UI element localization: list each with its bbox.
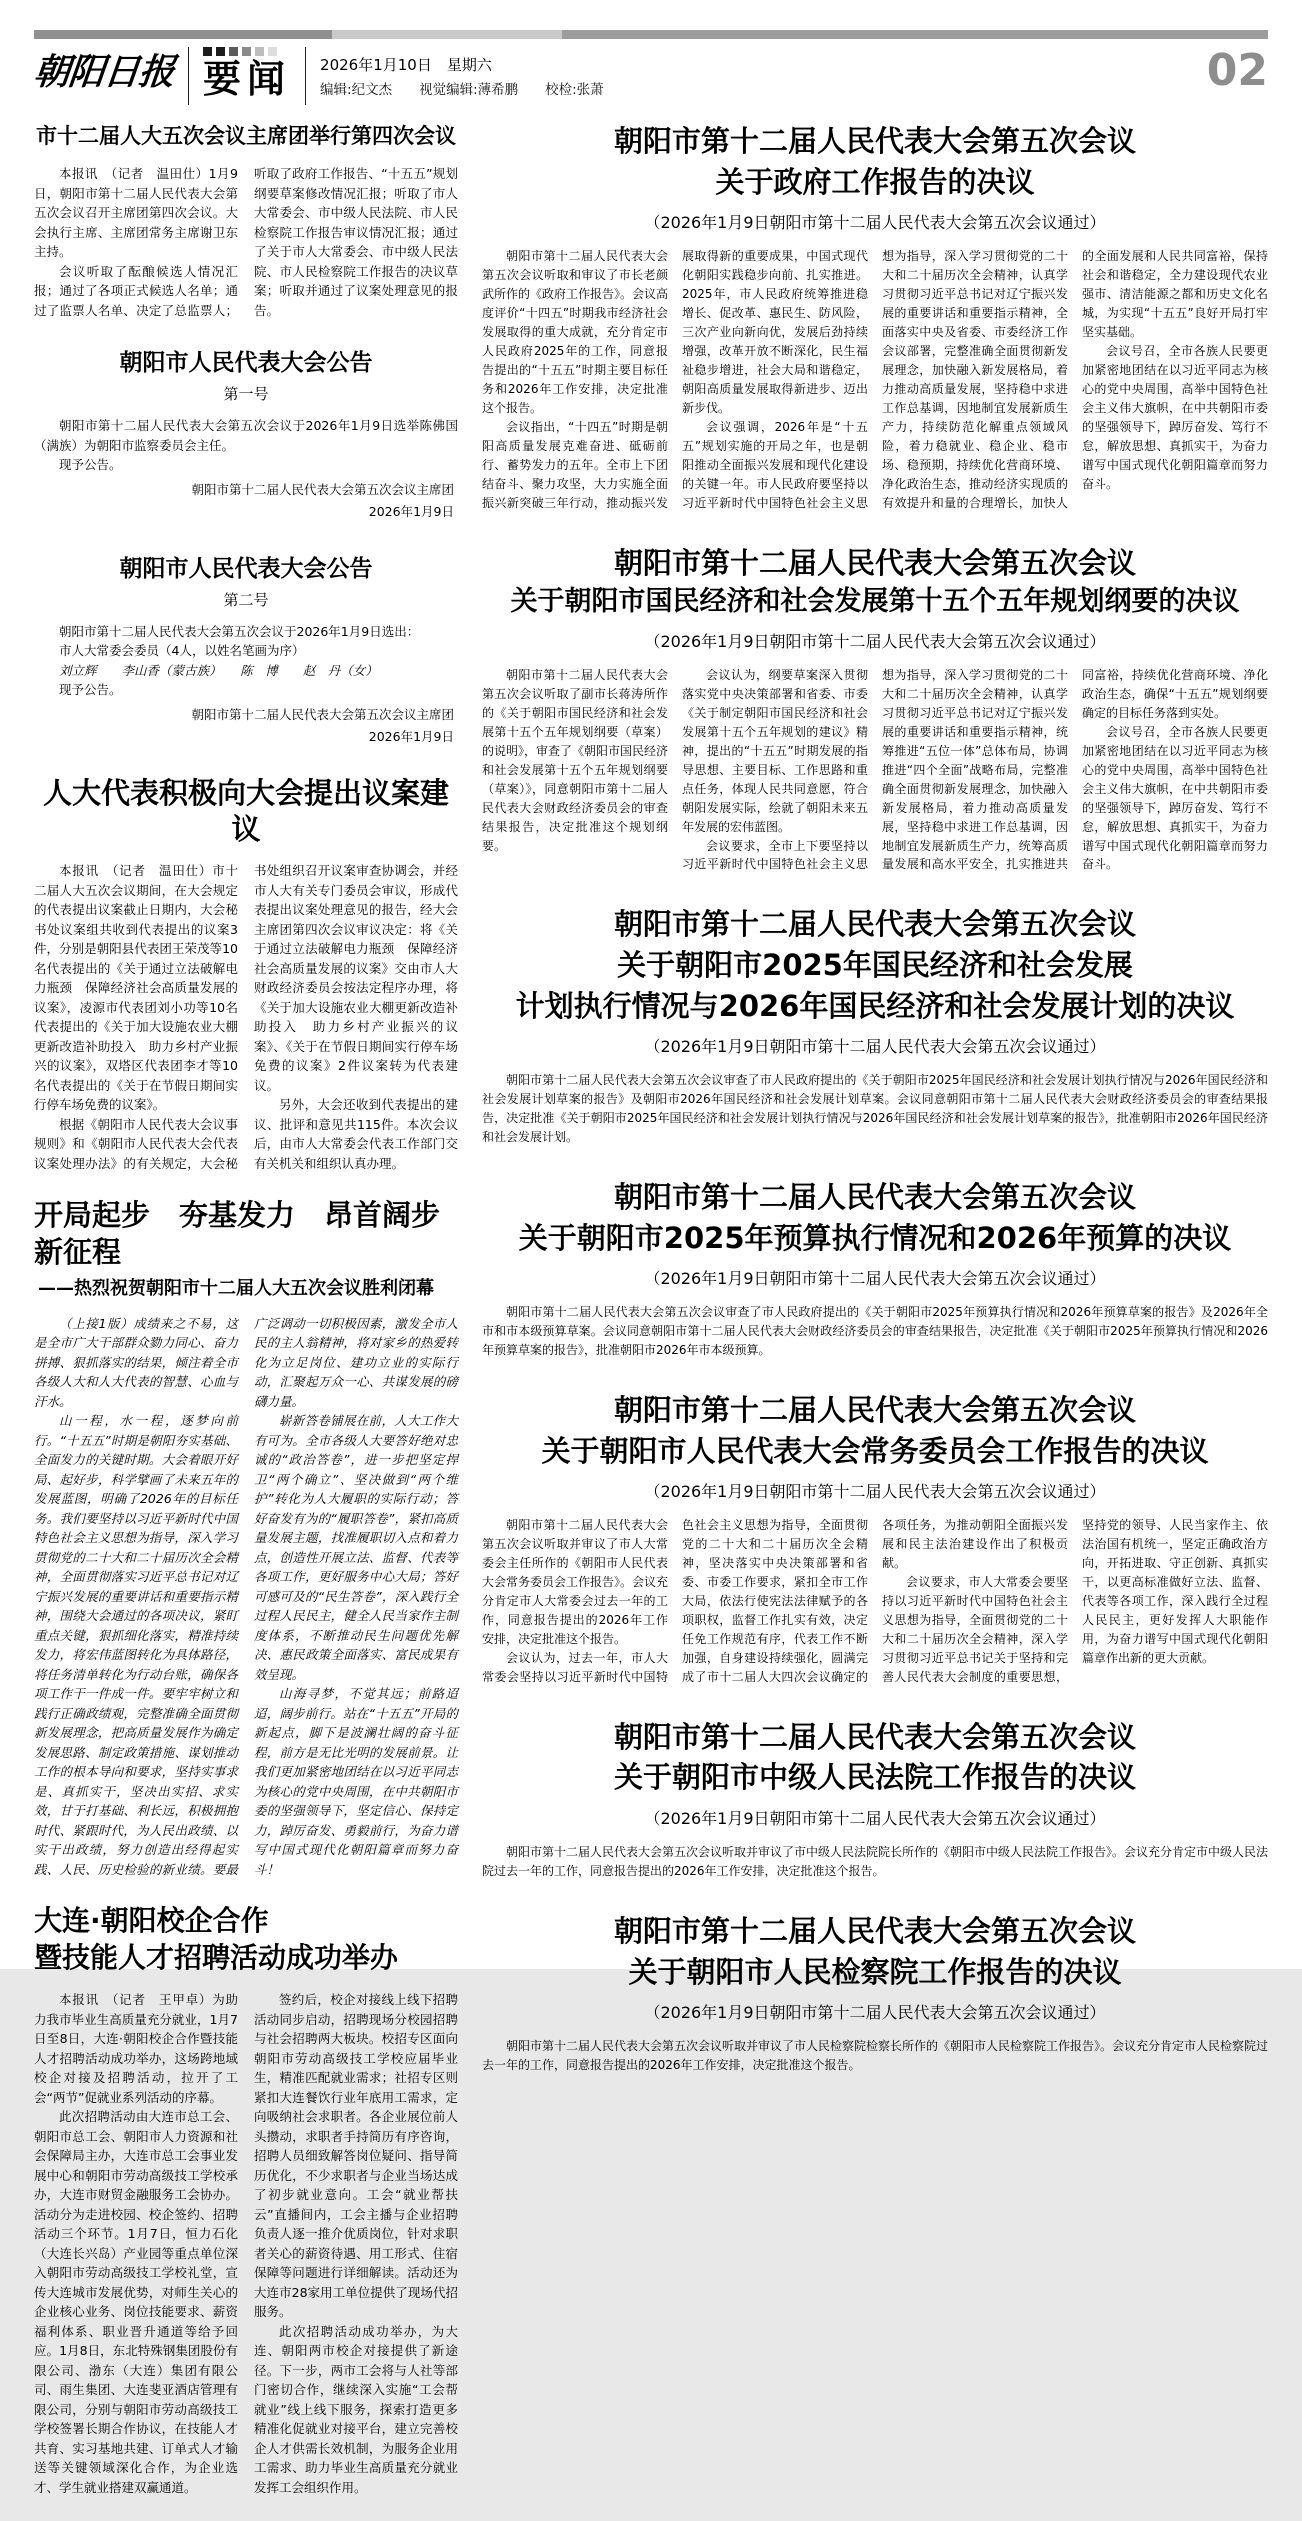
- notice-1-title: 朝阳市人民代表大会公告: [119, 350, 373, 377]
- resolution-title-line1: 朝阳市第十二届人民代表大会第五次会议: [613, 545, 1136, 580]
- resolution-title-line3: 计划执行情况与2026年国民经济和社会发展计划的决议: [515, 988, 1235, 1023]
- page-number: 02: [1206, 45, 1268, 96]
- header-bar-gray: [562, 30, 1268, 39]
- resolution-title-line1: 朝阳市第十二届人民代表大会第五次会议: [613, 124, 1136, 158]
- article-job-fair-title-line1: 大连·朝阳校企合作: [34, 1904, 269, 1938]
- header-bar-dark: [34, 30, 332, 39]
- resolution-subtitle: （2026年1月9日朝阳市第十二届人民代表大会第五次会议通过）: [644, 1482, 1106, 1502]
- section-label: 要闻: [203, 57, 292, 101]
- article-paragraph: （上接1版）成绩来之不易，这是全市广大干部群众勠力同心、奋力拼搏、狠抓落实的结果，倾注着全市各级人大和人大代表的智慧、心血与汗水。: [34, 1315, 238, 1409]
- signature-line: 朝阳市第十二届人民代表大会第五次会议主席团: [191, 481, 454, 497]
- resolution-five-year-plan: [482, 543, 1268, 875]
- article-motions-title: 人大代表积极向大会提出议案建议: [42, 775, 449, 847]
- resolution-title-line1: 朝阳市第十二届人民代表大会第五次会议: [613, 1719, 1136, 1754]
- article-job-fair: [34, 1903, 458, 2497]
- congress-notice-2: [34, 550, 458, 749]
- header-divider-1: [188, 47, 189, 105]
- article-paragraph: 此次招聘活动由大连市总工会、朝阳市总工会、朝阳市人力资源和社会保障局主办，大连市总工会事业发展中心和朝阳市劳动高级技工学校承办，大连市财贸金融服务工会协办。活动分为走进校园、校企签约、招聘活动三个环节。1月7日，恒力石化（大连长兴岛）产业园等重点单位深入朝阳市劳动高级技工学校礼堂，宣传大连城市发展优势，对师生关心的企业核心业务、岗位技能要求、薪资福利体系、职业晋升通道等给予回应。1月8日，东北特殊钢集团股份有限公司、渤东（大连）集团有限公司、雨生集团、大连斐亚酒店管理有限公司，分别与朝阳市劳动高级技工学校签署长期合作协议，在技能人才共育、实习基地共建、订单式人才输送等关键领域深化合作，为企业选才、学生就业搭建双赢通道。: [34, 2109, 238, 2495]
- article-paragraph: 山海寻梦，不觉其远；前路迢迢，阔步前行。站在“十五五”开局的新起点，脚下是波澜壮阔的奋斗征程，前方是无比光明的发展前景。让我们更加紧密地团结在以习近平同志为核心的党中央周围，在中共朝阳市委的坚强领导下，坚定信心、保持定力，踔厉奋发、勇毅前行，为奋力谱写中国式现代化朝阳篇章而努力奋斗！: [254, 1686, 458, 1877]
- notice-2-title: 朝阳市人民代表大会公告: [119, 555, 373, 582]
- article-paragraph: 山一程，水一程，逐梦向前行。“十五五”时期是朝阳夯实基础、全面发力的关键时期。大会着眼开好局、起好步，科学擘画了未来五年的发展蓝图，明确了2026年的目标任务。我们要坚持以习近平新时代中国特色社会主义思想为指导，深入学习贯彻党的二十大和二十届历次全会精神，全面贯彻落实习近平总书记对辽宁振兴发展的重要讲话和重要指示精神，围绕大会通过的各项决议，紧盯重点关键，狠抓细化落实，精准持续发力，将宏伟蓝图转化为具体路径，将任务清单转化为行动台账，确保各项工作干一件成一件。要牢牢树立和践行正确政绩观，完整准确全面贯彻新发展理念，把高质量发展作为确定发展思路、制定政策措施、谋划推动工作的根本导向和要求，坚持实事求是、真抓实干，坚决出实招、求实效，甘于打基础、利长远，积极拥抱时代、紧跟时代，为人民出政绩、以实干出政绩，努力创造出经得起实践、人民、历史检验的新业绩。要最广泛调动一切积极因素，激发全市人民的主人翁精神，将对家乡的热爱转化为立足岗位、建功立业的实际行动，汇聚起万众一心、共谋发展的磅礴力量。: [34, 1315, 458, 1877]
- notice-paragraph: 朝阳市第十二届人民代表大会第五次会议于2026年1月9日选出：: [59, 623, 420, 639]
- resolution-paragraph: 会议要求，市人大常委会要坚持以习近平新时代中国特色社会主义思想为指导，全面贯彻党的二十大和二十届历次全会精神，深入学习贯彻习近平总书记关于坚持和完善人民代表大会制度的重要思想，坚持党的领导、人民当家作主、依法治国有机统一，坚定正确政治方向，开拓进取、守正创新、真抓实干，以更高标准做好立法、监督、代表等各项工作，深入践行全过程人民民主，更好发挥人大职能作用，为奋力谱写中国式现代化朝阳篇章作出新的更大贡献。: [882, 1518, 1268, 1684]
- notice-paragraph: 现予公告。: [59, 457, 122, 473]
- resolution-paragraph: 会议要求，全市上下要坚持以习近平新时代中国特色社会主义思想为指导，深入学习贯彻党的二十大和二十届历次全会精神，认真学习贯彻习近平总书记对辽宁振兴发展的重要讲话和重要指示精神，统筹推进“五位一体”总体布局，协调推进“四个全面”战略布局，完整准确全面贯彻新发展理念，加快融入新发展格局，着力推动高质量发展，坚持稳中求进工作总基调，因地制宜发展新质生产力，统筹高质量发展和高水平安全，扎实推进共同富裕，持续优化营商环境、净化政治生态，确保“十五五”规划纲要确定的目标任务落到实处。: [682, 667, 1268, 872]
- header-decor-bars: [34, 30, 1268, 39]
- article-paragraph: 签约后，校企对接线上线下招聘活动同步启动，招聘现场分校园招聘与社会招聘两大板块。校招专区面向朝阳市劳动高级技工学校应届毕业生，精准匹配就业需求；社招专区则紧扣大连餐饮行业年底用工需求，定向吸纳社会求职者。各企业展位前人头攒动，求职者手持简历有序咨询，招聘人员细致解答岗位疑问、指导简历优化，不少求职者与企业当场达成了初步就业意向。工会“就业帮扶云”直播间内，工会主播与企业招聘负责人逐一推介优质岗位，针对求职者关心的薪资待遇、用工形式、住宿保障等问题进行详细解读。活动还为大连市28家用工单位提供了现场代招服务。: [254, 1992, 458, 2320]
- article-job-fair-title: [34, 1903, 458, 1976]
- notice-name-list: 刘立辉 李山香（蒙古族） 陈 博 赵 丹（女）: [59, 662, 378, 678]
- resolution-paragraph: 会议号召，全市各族人民要更加紧密地团结在以习近平同志为核心的党中央周围，高举中国特色社会主义伟大旗帜，在中共朝阳市委的坚强领导下，踔厉奋发、笃行不怠，解放思想、真抓实干，为奋力谱写中国式现代化朝阳篇章而努力奋斗。: [1082, 724, 1268, 872]
- resolution-paragraph: 朝阳市第十二届人民代表大会第五次会议听取并审议了市人民检察院检察长所作的《朝阳市人民检察院工作报告》。会议充分肯定市人民检察院过去一年的工作，同意报告提出的2026年工作安排，决定批准这个报告。: [482, 2039, 1269, 2073]
- masthead-logo: 朝阳日报: [31, 51, 176, 93]
- right-column: [482, 121, 1268, 2521]
- article-presidium-title: 市十二届人大五次会议主席团举行第四次会议: [36, 124, 456, 148]
- resolution-title-line1: 朝阳市第十二届人民代表大会第五次会议: [613, 1180, 1136, 1214]
- resolution-budget: [482, 1177, 1268, 1360]
- resolution-subtitle: （2026年1月9日朝阳市第十二届人民代表大会第五次会议通过）: [644, 631, 1106, 651]
- header-divider-2: [305, 47, 306, 105]
- resolution-title-line2: 关于朝阳市中级人民法院工作报告的决议: [613, 1760, 1136, 1795]
- resolution-paragraph: 朝阳市第十二届人民代表大会第五次会议审查了市人民政府提出的《关于朝阳市2025年预算执行情况和2026年预算草案的报告》及2026年全市和市本级预算草案。会议同意朝阳市第十二届人民代表大会财政经济委员会的审查结果报告，决定批准《关于朝阳市2025年预算执行情况和2026年预算草案的报告》，批准朝阳市2026年市本级预算。: [482, 1305, 1268, 1358]
- notice-paragraph: 现予公告。: [59, 682, 122, 698]
- section-marker-squares-icon: [203, 47, 291, 56]
- resolution-paragraph: 朝阳市第十二届人民代表大会第五次会议审查了市人民政府提出的《关于朝阳市2025年国民经济和社会发展计划执行情况与2026年国民经济和社会发展计划草案的报告》及朝阳市2026年国民经济和社会发展计划草案。会议同意朝阳市第十二届人民代表大会财政经济委员会的审查结果报告，决定批准《关于朝阳市2025年国民经济和社会发展计划执行情况与2026年国民经济和社会发展计划草案的报告》，批准朝阳市2026年国民经济和社会发展计划。: [482, 1073, 1268, 1145]
- left-column: [34, 121, 458, 2521]
- resolution-paragraph: 会议认为，纲要草案深入贯彻落实党中央决策部署和省委、市委《关于制定朝阳市国民经济和社会发展第十五个五年规划的建议》精神，提出的“十五五”时期发展的指导思想、主要目标、工作思路和重点任务，体现人民共同意愿，符合朝阳发展实际，绘就了朝阳未来五年发展的宏伟蓝图。: [682, 667, 868, 834]
- resolution-title-line2: 关于朝阳市人民检察院工作报告的决议: [628, 1954, 1122, 1989]
- resolution-paragraph: 朝阳市第十二届人民代表大会第五次会议听取了副市长蒋涛所作的《关于朝阳市国民经济和社会发展第十五个五年规划纲要（草案）的说明》，审查了《朝阳市国民经济和社会发展第十五个五年规划纲要（草案）》，同意朝阳市第十二届人民代表大会财政经济委员会的审查结果报告，决定批准这个规划纲要。: [482, 667, 669, 853]
- page-header: [0, 0, 1302, 105]
- resolution-paragraph: 会议指出，“十四五”时期是朝阳高质量发展克难奋进、砥砺前行、蓄势发力的五年。全市上下团结奋斗、聚力攻坚，大力实施全面振兴新突破三年行动，推动振兴发展取得新的重要成果，中国式现代化朝阳实践稳步向前、扎实推进。2025年，市人民政府统筹推进稳增长、促改革、惠民生、防风险，三次产业向新向优，发展后劲持续增强，改革开放不断深化，民生福祉稳步增进，社会大局和谐稳定，朝阳高质量发展取得新进步、迈出新步伐。: [482, 249, 868, 510]
- article-job-fair-title-line2: 暨技能人才招聘活动成功举办: [34, 1940, 399, 1974]
- signature-line: 朝阳市第十二届人民代表大会第五次会议主席团: [191, 706, 454, 722]
- article-paragraph: 另外，大会还收到代表提出的建议、批评和意见共115件。本次会议后，由市人大常委会代表工作部门交有关机关和组织认真办理。: [254, 1097, 458, 1171]
- resolution-paragraph: 朝阳市第十二届人民代表大会第五次会议听取并审议了市中级人民法院院长所作的《朝阳市中级人民法院工作报告》。会议充分肯定市中级人民法院过去一年的工作，同意报告提出的2026年工作安排，决定批准这个报告。: [482, 1845, 1269, 1878]
- resolution-paragraph: 朝阳市第十二届人民代表大会第五次会议听取和审议了市长老颜武所作的《政府工作报告》。会议高度评价“十四五”时期我市经济社会发展取得的重大成就，充分肯定市人民政府2025年的工作，同意报告提出的“十五五”时期主要目标任务和2026年工作安排，决定批准这个报告。: [482, 249, 669, 415]
- resolution-paragraph: 会议号召，全市各族人民要更加紧密地团结在以习近平同志为核心的党中央周围，高举中国特色社会主义伟大旗帜，在中共朝阳市委的坚强领导下，踔厉奋发、笃行不怠，解放思想、真抓实干，为奋力谱写中国式现代化朝阳篇章而努力奋斗。: [1082, 343, 1268, 491]
- article-editorial-subtitle: ——热烈祝贺朝阳市十二届人大五次会议胜利闭幕: [38, 1277, 434, 1299]
- resolution-paragraph: 会议认为，过去一年，市人大常委会坚持以习近平新时代中国特色社会主义思想为指导，全面贯彻党的二十大和二十届历次全会精神，坚决落实中央决策部署和省委、市委工作要求，紧扣全市工作大局，依法行使宪法法律赋予的各项职权，监督工作扎实有效，决定任免工作规范有序，代表工作不断加强，自身建设持续强化，圆满完成了市十二届人大四次会议确定的各项任务，为推动朝阳全面振兴发展和民主法治建设作出了积极贡献。: [482, 1518, 1068, 1684]
- article-paragraph: 根据《朝阳市人民代表大会议事规则》和《朝阳市人民代表大会代表议案处理办法》的有关规定，大会秘书处组织召开议案审查协调会，并经市人大有关专门委员会审议，形成代表提出议案处理意见的报告，经大会主席团第四次会议审议决定：将《关于通过立法破解电力瓶颈 保障经济社会高质量发展的议案》交由市人大财政经济委员会按法定程序办理，将《关于加大设施农业大棚更新改造补助投入 助力乡村产业振兴的议案》、《关于在节假日期间实行停车场免费的议案》2件议案转为代表建议。: [34, 863, 458, 1171]
- notice-paragraph: 朝阳市第十二届人民代表大会第五次会议于2026年1月9日选举陈佛国（满族）为朝阳市监察委员会主任。: [34, 418, 458, 453]
- resolution-title-line1: 朝阳市第十二届人民代表大会第五次会议: [613, 1913, 1136, 1948]
- notice-2-number: 第二号: [223, 590, 269, 609]
- resolution-title-line2: 关于朝阳市2025年国民经济和社会发展: [617, 948, 1133, 982]
- resolution-economic-plan: [482, 904, 1268, 1147]
- article-presidium-meeting: [34, 123, 458, 320]
- signature-date: 2026年1月9日: [368, 729, 454, 745]
- resolution-title-line2: 关于朝阳市人民代表大会常务委员会工作报告的决议: [541, 1433, 1209, 1468]
- header-bar-light: [332, 30, 562, 39]
- resolution-paragraph: 朝阳市第十二届人民代表大会第五次会议听取并审议了市人大常委会主任所作的《朝阳市人民代表大会常务委员会工作报告》。会议充分肯定市人大常委会过去一年的工作，同意报告提出的2026年工作安排，决定批准这个报告。: [482, 1518, 669, 1646]
- resolution-standing-committee-report: [482, 1390, 1268, 1687]
- resolution-subtitle: （2026年1月9日朝阳市第十二届人民代表大会第五次会议通过）: [644, 1037, 1106, 1057]
- resolution-government-work-report: [482, 121, 1268, 513]
- congress-notice-1: [34, 344, 458, 524]
- article-paragraph: 本报讯 （记者 王甲卓）为助力我市毕业生高质量充分就业，1月7日至8日，大连·朝阳校企合作暨技能人才招聘活动成功举办，这场跨地域校企对接及招聘活动，拉开了工会“两节”促就业系列活动的序幕。: [34, 1992, 238, 2105]
- notice-paragraph: 市人大常委会委员（4人，以姓名笔画为序）: [59, 643, 305, 659]
- notice-1-number: 第一号: [223, 385, 269, 404]
- resolution-intermediate-court-report: [482, 1717, 1268, 1881]
- article-editorial: [34, 1197, 458, 1879]
- resolution-title-line2: 关于朝阳市国民经济和社会发展第十五个五年规划纲要的决议: [510, 586, 1240, 618]
- resolution-title-line1: 朝阳市第十二届人民代表大会第五次会议: [613, 1393, 1136, 1428]
- resolution-subtitle: （2026年1月9日朝阳市第十二届人民代表大会第五次会议通过）: [644, 213, 1106, 233]
- article-motions: [34, 775, 458, 1174]
- article-paragraph: 会议听取了酝酿候选人情况汇报；通过了各项正式候选人名单；通过了监票人名单、决定了总监票人；听取了政府工作报告、“十五五”规划纲要草案修改情况汇报；听取了市人大常委会、市中级人民法院、市人民检察院工作报告审议情况汇报；通过了关于市人大常委会、市中级人民法院、市人民检察院工作报告的决议草案；听取并通过了议案处理意见的报告。: [34, 166, 458, 318]
- resolution-subtitle: （2026年1月9日朝阳市第十二届人民代表大会第五次会议通过）: [644, 1269, 1106, 1289]
- resolution-title-line2: 关于朝阳市2025年预算执行情况和2026年预算的决议: [518, 1220, 1232, 1255]
- signature-date: 2026年1月9日: [368, 504, 454, 520]
- editors-line: 编辑:纪文杰 视觉编辑:薄希鹏 校检:张萧: [320, 81, 604, 98]
- resolution-title-line2: 关于政府工作报告的决议: [715, 164, 1035, 199]
- article-paragraph: 本报讯 （记者 温田仕）1月9日，朝阳市第十二届人民代表大会第五次会议召开主席团第四次会议。大会执行主席、主席团常务主席谢卫东主持。: [34, 166, 238, 260]
- date-line: 2026年1月10日 星期六: [320, 56, 492, 74]
- resolution-subtitle: （2026年1月9日朝阳市第十二届人民代表大会第五次会议通过）: [644, 2003, 1106, 2023]
- resolution-title-line1: 朝阳市第十二届人民代表大会第五次会议: [613, 907, 1136, 942]
- resolution-procuratorate-report: [482, 1911, 1268, 2075]
- resolution-subtitle: （2026年1月9日朝阳市第十二届人民代表大会第五次会议通过）: [644, 1809, 1106, 1828]
- resolution-paragraph: 会议强调，2026年是“十五五”规划实施的开局之年，也是朝阳推动全面振兴发展和现代化建设的关键一年。市人民政府要坚持以习近平新时代中国特色社会主义思想为指导，深入学习贯彻党的二十大和二十届历次全会精神，认真学习贯彻习近平总书记对辽宁振兴发展的重要讲话和重要指示精神，全面落实中央及省委、市委经济工作会议部署，完整准确全面贯彻新发展理念，加快融入新发展格局，着力推动高质量发展，坚持稳中求进工作总基调，因地制宜发展新质生产力，持续防范化解重点领域风险，着力稳就业、稳企业、稳市场、稳预期，持续优化营商环境、净化政治生态，推动经济实现质的有效提升和量的合理增长，加快人的全面发展和人民共同富裕，保持社会和谐稳定，全力建设现代农业强市、清洁能源之都和历史文化名城，为实现“十五五”良好开局打牢坚实基础。: [682, 249, 1268, 510]
- article-paragraph: 崭新答卷铺展在前，人大工作大有可为。全市各级人大要答好绝对忠诚的“政治答卷”，进一步把坚定捍卫“两个确立”、坚决做到“两个维护”转化为人大履职的实际行动；答好奋发有为的“履职答卷”，紧扣高质量发展主题，找准履职切入点和着力点，创造性开展立法、监督、代表等各项工作，更好服务中心大局；答好可感可及的“民生答卷”，深入践行全过程人民民主，健全人民当家作主制度体系，不断推动民生问题优先解决、惠民政策全面落实、富民成果有效呈现。: [254, 1413, 458, 1682]
- article-paragraph: 本报讯 （记者 温田仕）市十二届人大五次会议期间，在大会规定的代表提出议案截止日期内，大会秘书处议案组共收到代表提出的议案3件，分别是朝阳县代表团王荣茂等10名代表提出的《关于通过立法破解电力瓶颈 保障经济社会高质量发展的议案》，凌源市代表团刘小功等10名代表提出的《关于加大设施农业大棚更新改造补助投入 助力乡村产业振兴的议案》，双塔区代表团李才等10名代表提出的《关于在节假日期间实行停车场免费的议案》。: [34, 863, 238, 1113]
- article-editorial-title: 开局起步 夯基发力 昂首阔步新征程: [34, 1198, 441, 1269]
- article-paragraph: 此次招聘活动成功举办，为大连、朝阳两市校企对接提供了新途径。下一步，两市工会将与人社等部门密切合作，继续深入实施“工会帮就业”线上线下服务，探索打造更多精准化促就业对接平台，建立完善校企人才供需长效机制，为服务企业用工需求、助力毕业生高质量充分就业发挥工会组织作用。: [254, 2323, 458, 2495]
